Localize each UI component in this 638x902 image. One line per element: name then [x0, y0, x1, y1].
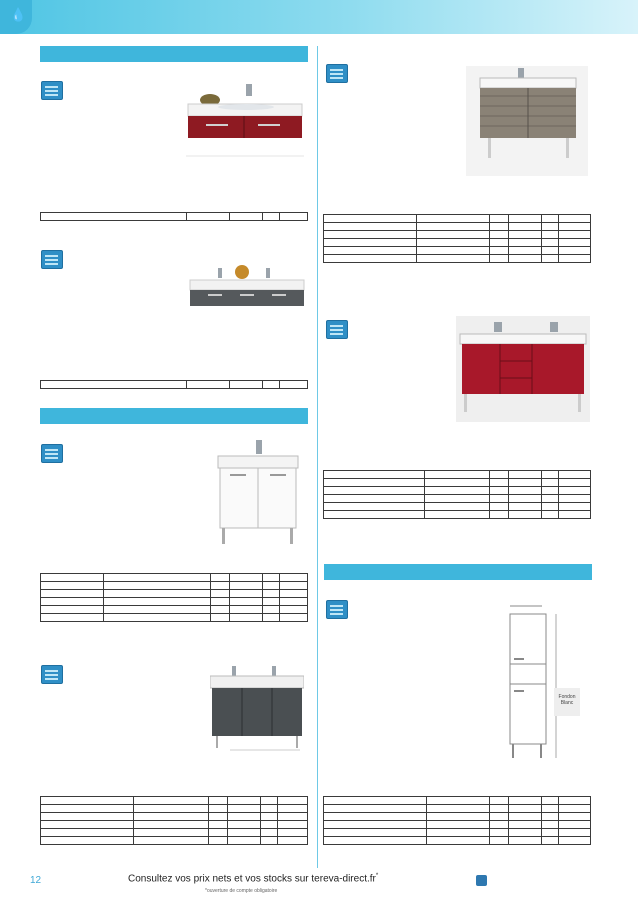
product-image-white-vanity	[216, 438, 300, 548]
product-table	[323, 796, 591, 845]
footer-note: *ouverture de compte obligatoire	[205, 888, 278, 894]
cube-icon	[476, 875, 487, 886]
product-table	[40, 212, 308, 221]
expert-badge-icon	[326, 320, 348, 339]
finish-swatch-label: Fondon Blanc	[554, 688, 580, 716]
product-table	[323, 214, 591, 263]
product-table	[40, 380, 308, 389]
product-image-red-vanity	[186, 80, 304, 160]
product-table	[40, 796, 308, 845]
footer-text	[128, 873, 378, 884]
footer-main-text: Consultez vos prix nets et vos stocks sur tereva-direct.fr	[128, 873, 376, 885]
page-number: 12	[30, 875, 42, 886]
section-header-bar	[324, 564, 592, 580]
water-drop-icon: 💧	[10, 8, 27, 23]
section-header-bar	[40, 46, 308, 62]
section-header-bar	[40, 408, 308, 424]
product-image-anthracite-vanity	[210, 664, 304, 756]
product-image-dark-double	[188, 262, 306, 308]
expert-badge-icon	[41, 250, 63, 269]
expert-badge-icon	[41, 81, 63, 100]
column-divider	[317, 46, 318, 868]
product-image-red-double-vanity	[456, 316, 590, 422]
product-image-column-cabinet	[500, 600, 580, 770]
product-image-wood-vanity	[466, 66, 588, 176]
expert-badge-icon	[41, 444, 63, 463]
product-table	[40, 573, 308, 622]
top-header-band	[0, 0, 638, 34]
expert-badge-icon	[326, 64, 348, 83]
category-badge	[0, 0, 32, 34]
expert-badge-icon	[326, 600, 348, 619]
product-table	[323, 470, 591, 519]
footer-asterisk: *	[375, 873, 379, 879]
expert-badge-icon	[41, 665, 63, 684]
